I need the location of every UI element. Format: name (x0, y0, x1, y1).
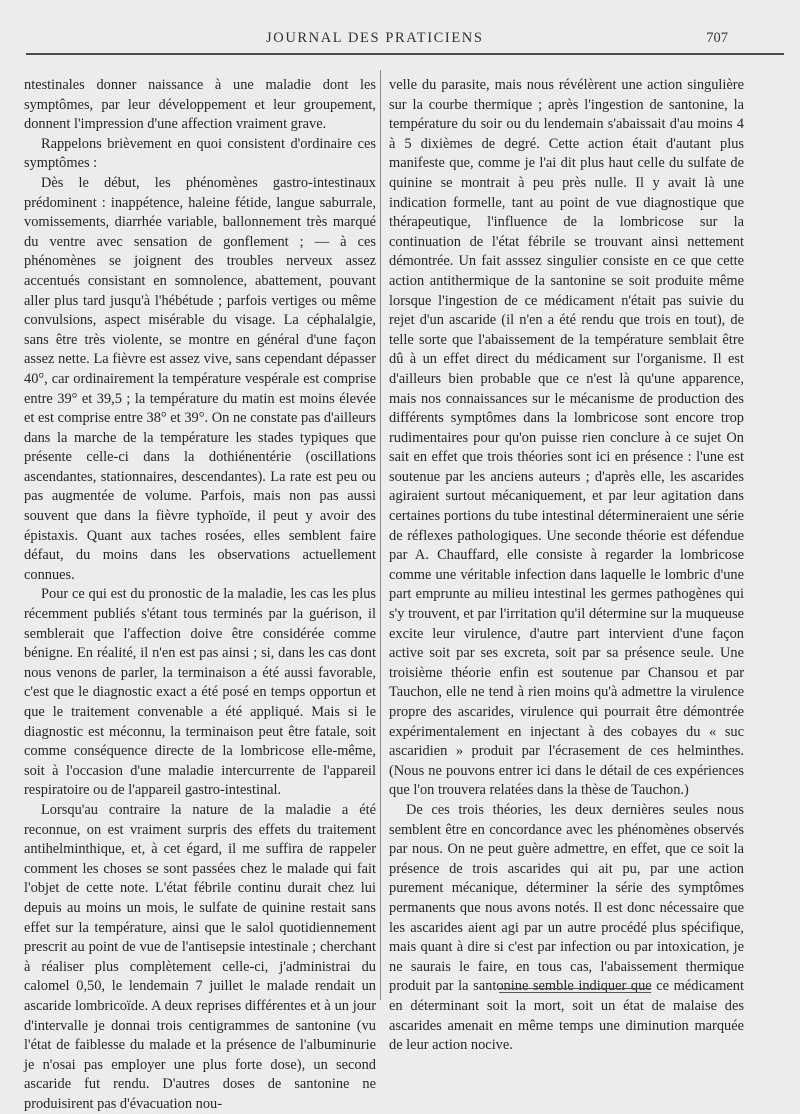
column-divider (380, 70, 381, 1000)
paragraph: Rappelons brièvement en quoi consistent d'ordinaire ces symptômes : (24, 135, 376, 172)
running-title: JOURNAL DES PRATICIENS (266, 30, 484, 46)
right-column (389, 76, 744, 1056)
paragraph: Dès le début, les phénomènes gastro-intestinaux prédominent : inappétence, haleine fétide, langue saburrale, vomissements, diarrhée variable, ballonnement très marqué du ventre avec sensation de gonflement ; — à ces phénomènes se joignent des troubles nerveux assez accentués consistant en somnolence, abattement, pouvant aller plus tard jusqu'à l'hébétude ; parfois vertiges ou même convulsions, aspect misérable du visage. La céphalalgie, sans être très violente, se montre en général d'une façon assez nette. La fièvre est assez vive, sans cependant dépasser 40°, car ordinairement la température vespérale est comprise entre 39° et 39,5 ; la température du matin est moins élevée et est comprise entre 38° et 39°. On ne constate pas d'ailleurs dans la marche de la température les stades typiques que présente celle-ci dans la dothiénentérie (oscillations ascendantes, stationnaires, descendantes). La rate est peu ou pas augmentée de volume. Parfois, mais non pas aussi souvent que dans la fièvre typhoïde, il peut y avoir des épistaxis. Quant aux taches rosées, elles semblent faire défaut, du moins dans les observations actuellement connues. (24, 174, 376, 583)
end-rule (499, 992, 651, 993)
paragraph: Pour ce qui est du pronostic de la maladie, les cas les plus récemment publiés s'étant tous terminés par la guérison, il semblerait que l'affection doive être considérée comme bénigne. En réalité, il n'en est pas ainsi ; si, dans les cas dont nous venons de parler, la terminaison a été aussi favorable, c'est que le diagnostic exact a été posé en temps opportun et que le traitement convenable a été appliqué. Mais si le diagnostic est méconnu, la terminaison peut être fatale, soit comme conséquence directe de la lombricose elle-même, soit à l'occasion d'une maladie intercurrente de l'appareil respiratoire ou de l'appareil gastro-intestinal. (24, 586, 376, 799)
page-number: 707 (706, 30, 728, 46)
paragraph: ntestinales donner naissance à une maladie dont les symptômes, par leur développement et leur groupement, donnent l'impression d'une affection vraiment grave. (24, 77, 376, 133)
header-rule (26, 53, 784, 55)
paragraph: De ces trois théories, les deux dernières seules nous semblent être en concordance avec les phénomènes observés par nous. On ne peut guère admettre, en effet, que ce soit la présence de trois ascarides qui ait pu, par une action purement mécanique, déterminer la série des symptômes permanents que nous avons notés. Il est donc nécessaire que les ascarides aient agi par un autre procédé plus spécifique, mais quant à dire si c'est par infection ou par intoxication, je ne saurais le faire, en tous cas, l'abaissement thermique produit par la santonine semble indiquer que ce médicament en déterminant soit la mort, soit un état de malaise des ascarides amenait en même temps une diminution marquée de leur action nocive. (389, 801, 744, 1054)
left-column (24, 76, 376, 1114)
page-header (0, 30, 800, 50)
paragraph: Lorsqu'au contraire la nature de la maladie a été reconnue, on est vraiment surpris des effets du traitement antihelminthique, et, à cet égard, il me suffira de rappeler comment les choses se sont passées chez le malade qui fait l'objet de cette note. L'état fébrile continu durait chez lui depuis au moins un mois, le sulfate de quinine restait sans effet sur la température, ainsi que le salol quotidiennement prescrit au point de vue de l'antisepsie intestinale ; cherchant à réaliser plus complètement celle-ci, j'administrai du calomel 0,50, le lendemain 7 juillet le malade rendait un ascaride lombricoïde. A deux reprises différentes et à un jour d'intervalle je donnai trois centigrammes de santonine (vu l'état de faiblesse du malade et la présence de l'albuminurie je n'osai pas employer une plus forte dose), un second ascaride fut rendu. D'autres doses de santonine ne produisirent pas d'évacuation nou- (24, 801, 376, 1112)
end-rule (499, 988, 651, 989)
paragraph: velle du parasite, mais nous révélèrent une action singulière sur la courbe thermique ; après l'ingestion de santonine, la température du soir ou du lendemain s'abaissait d'au moins 4 à 5 dixièmes de degré. Cette action était d'autant plus manifeste que, comme je l'ai dit plus haut celle du sulfate de quinine se montrait à peu près nulle. Il y avait là une indication formelle, tant au point de vue diagnostique que thérapeutique, l'influence de la lombricose sur la continuation de l'état fébrile se trouvant ainsi nettement démontrée. Un fait asssez singulier consiste en ce que cette action antithermique de la santonine se soit produite même lorsque l'ingestion de ce médicament n'était pas suivie du rejet d'un ascaride (il n'en a été rendu que trois en tout), de telle sorte que l'abaissement de la température semblait être dû à un effet direct du médicament sur l'organisme. Il est d'ailleurs bien probable que ce n'est là qu'une apparence, mais nos connaissances sur le mécanisme de production des différents symptômes dans la lombricose sont encore trop rudimentaires pour qu'on puisse rien conclure à ce sujet On sait en effet que trois théories sont ici en présence : l'une est soutenue par les anciens auteurs ; d'après elle, les ascarides agiraient surtout mécaniquement, et par leur agitation dans certaines portions du tube intestinal détermineraient une série de réflexes pathologiques. Une seconde théorie est défendue par A. Chauffard, elle consiste à regarder la lombricose comme une véritable infection dans laquelle le lombric d'une part emprunte au milieu intestinal les germes pathogènes qui s'y trouvent, et par l'irritation qu'il détermine sur la muqueuse excite leur virulence, d'autre part intervient d'une façon active soit par ses excreta, soit par sa présence seule. Une troisième théorie enfin est soutenue par Chansou et par Tauchon, elle ne tend à rien moins qu'à admettre la virulence propre des ascarides, virulence qui pourrait être démontrée expérimentalement en injectant à des cobayes du « suc ascaridien » produit par l'écrasement de ces helminthes. (Nous ne pouvons entrer ici dans le détail de ces expériences que l'on trouvera relatées dans la thèse de Tauchon.) (389, 77, 744, 799)
